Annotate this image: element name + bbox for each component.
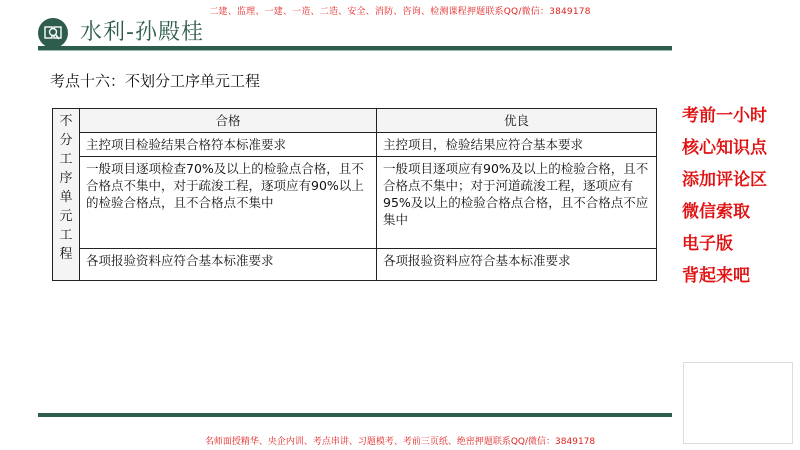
table-row (53, 157, 657, 249)
side-char: 工 (59, 228, 73, 243)
column-header-qualified: 合格 (80, 109, 377, 133)
section-title: 考点十六：不划分工序单元工程 (50, 72, 261, 90)
column-header-excellent: 优良 (377, 109, 657, 133)
table-row (53, 249, 657, 281)
note-line: 背起来吧 (682, 266, 750, 286)
side-char: 不 (59, 114, 73, 129)
side-notes (682, 100, 792, 292)
side-char: 序 (59, 171, 73, 186)
side-char: 元 (59, 209, 73, 224)
logo (38, 18, 68, 48)
note-line: 考前一小时 (682, 106, 767, 126)
bottom-banner: 名师面授精华、央企内训、考点串讲、习题模考、考前三页纸、绝密押题联系QQ/微信：3849178 (204, 437, 596, 447)
header (0, 18, 800, 48)
table-cell: 一般项目逐项应有90%及以上的检验合格，且不合格点不集中；对于河道疏浚工程，逐项应有95%及以上的检验合格点合格，且不合格点不应集中 (377, 157, 657, 249)
header-divider-thin (38, 50, 672, 51)
side-char: 程 (59, 247, 73, 262)
side-char: 单 (59, 190, 73, 205)
note-line: 核心知识点 (682, 138, 767, 158)
top-banner: 二建、监理、一建、一造、二造、安全、消防、咨询、检测课程押题联系QQ/微信：3849178 (209, 7, 591, 17)
side-char: 分 (59, 133, 73, 148)
standards-table (52, 108, 657, 281)
side-char: 工 (59, 152, 73, 167)
note-line: 电子版 (682, 234, 733, 254)
table-cell: 各项报验资料应符合基本标准要求 (80, 249, 377, 281)
table-cell: 各项报验资料应符合基本标准要求 (377, 249, 657, 281)
note-line: 添加评论区 (682, 170, 767, 190)
table-header-row (53, 109, 657, 133)
table-cell: 主控项目检验结果合格符本标准要求 (80, 133, 377, 157)
page-title: 水利-孙殿桂 (80, 20, 204, 45)
table-cell: 一般项目逐项检查70%及以上的检验点合格，且不合格点不集中，对于疏浚工程，逐项应有90%以上的检验合格点，且不合格点不集中 (80, 157, 377, 249)
book-magnifier-icon (42, 22, 64, 44)
video-placeholder (683, 362, 793, 444)
table-row (53, 133, 657, 157)
table-cell: 主控项目，检验结果应符合基本要求 (377, 133, 657, 157)
note-line: 微信索取 (682, 202, 750, 222)
side-label (53, 109, 80, 281)
footer-divider (38, 413, 672, 417)
